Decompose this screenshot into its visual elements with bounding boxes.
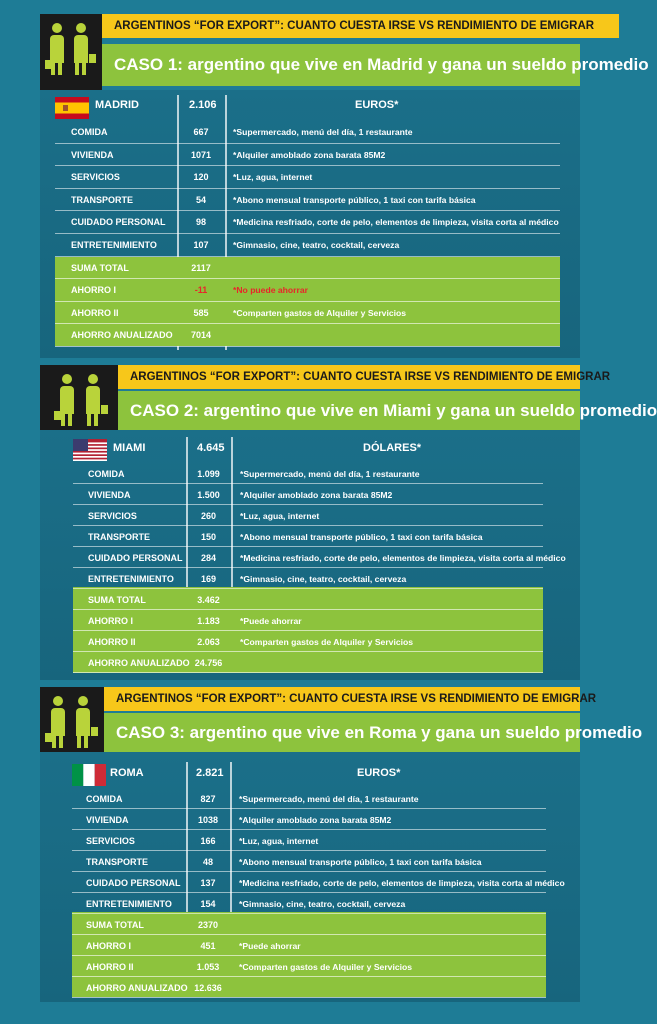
case3-headline: ARGENTINOS “FOR EXPORT”: CUANTO CUESTA IRSE VS RENDIMIENTO DE EMIGRAR (104, 687, 580, 711)
table-row (55, 144, 560, 166)
salary-value: 4.645 (197, 442, 225, 454)
table-row (73, 568, 543, 590)
row-value: 7014 (190, 330, 212, 341)
row-note: *Gimnasio, cine, teatro, cocktail, cerveza (240, 574, 407, 584)
travelers-icon (40, 14, 102, 90)
case1-title: CASO 1: argentino que vive en Madrid y gana un sueldo promedio (102, 44, 580, 86)
row-note: *Alquiler amoblado zona barata 85M2 (239, 815, 392, 825)
row-note: *Puede ahorrar (240, 616, 302, 626)
row-label: ENTRETENIMIENTO (86, 899, 172, 909)
row-value: 1.183 (197, 616, 220, 626)
row-label: SERVICIOS (86, 836, 135, 846)
row-note: *Gimnasio, cine, teatro, cocktail, cerveza (233, 240, 400, 250)
row-label: COMIDA (71, 127, 108, 137)
row-label: TRANSPORTE (88, 532, 151, 542)
row-label: AHORRO II (88, 637, 136, 647)
row-value: 2370 (197, 920, 219, 930)
table-row (72, 830, 546, 852)
table-row (72, 851, 546, 873)
row-note: *Abono mensual transporte público, 1 taxi con tarifa básica (233, 194, 476, 205)
row-value: 1.500 (197, 490, 220, 500)
table-row (73, 526, 543, 548)
row-note: *Alquiler amoblado zona barata 85M2 (240, 490, 393, 500)
table-row (73, 463, 543, 485)
row-label: COMIDA (88, 469, 125, 479)
row-value: 54 (195, 194, 206, 205)
row-value: 827 (200, 794, 216, 804)
row-label: VIVIENDA (86, 815, 129, 825)
row-label: AHORRO I (88, 616, 133, 626)
row-label: VIVIENDA (88, 490, 131, 500)
row-label: CUIDADO PERSONAL (86, 878, 181, 888)
row-note: *Abono mensual transporte público, 1 taxi con tarifa básica (240, 532, 483, 542)
case1-header (40, 14, 649, 90)
row-value: 1.053 (196, 962, 220, 972)
currency-label: EUROS* (357, 767, 401, 779)
row-label: SUMA TOTAL (71, 262, 129, 273)
table-row (55, 189, 560, 211)
summary-row (73, 652, 543, 674)
table-row (72, 809, 546, 831)
row-note: *Alquiler amoblado zona barata 85M2 (233, 149, 386, 160)
row-value: 1.099 (197, 469, 220, 479)
row-note: *Comparten gastos de Alquiler y Servicios (239, 962, 413, 972)
currency-label: DÓLARES* (363, 442, 422, 454)
row-value: 260 (200, 511, 217, 521)
summary-row (73, 589, 543, 611)
row-label: AHORRO I (71, 285, 116, 296)
row-value: 154 (200, 899, 216, 909)
row-label: CUIDADO PERSONAL (71, 217, 166, 228)
summary-row (73, 631, 543, 653)
row-value: -11 (194, 285, 208, 296)
row-label: AHORRO II (86, 962, 134, 972)
row-value: 169 (200, 574, 217, 584)
row-value: 2.063 (197, 637, 220, 647)
row-value: 166 (200, 836, 216, 846)
row-label: SERVICIOS (88, 511, 137, 521)
row-note: *Luz, agua, internet (233, 172, 313, 183)
case2-title: CASO 2: argentino que vive en Miami y gana un sueldo promedio (118, 391, 580, 431)
row-divider (55, 346, 560, 347)
table-row (55, 211, 560, 233)
row-value: 98 (195, 217, 206, 228)
spain-flag-icon (55, 97, 89, 119)
row-note: *Luz, agua, internet (239, 836, 319, 846)
italy-flag-icon (72, 764, 106, 786)
row-note: *Comparten gastos de Alquiler y Servicios (240, 637, 414, 647)
row-label: ENTRETENIMIENTO (71, 240, 157, 250)
city-name: ROMA (110, 767, 144, 779)
row-value: 137 (200, 878, 216, 888)
row-label: TRANSPORTE (71, 194, 134, 205)
row-label: COMIDA (86, 794, 123, 804)
row-label: SERVICIOS (71, 172, 120, 183)
row-value: 585 (193, 307, 209, 318)
currency-label: EUROS* (355, 99, 399, 111)
summary-row (72, 956, 546, 978)
table-row (55, 234, 560, 256)
usa-flag-icon (73, 439, 107, 461)
row-label: SUMA TOTAL (88, 595, 146, 605)
summary-row (55, 257, 560, 279)
summary-row (72, 977, 546, 999)
row-note: *Supermercado, menú del día, 1 restaurante (239, 794, 419, 804)
row-label: AHORRO ANUALIZADO (71, 330, 173, 341)
city-name: MIAMI (113, 442, 146, 454)
table-row (72, 788, 546, 810)
case3-title: CASO 3: argentino que vive en Roma y gana un sueldo promedio (104, 713, 580, 753)
summary-row (55, 324, 560, 346)
row-note: *Gimnasio, cine, teatro, cocktail, cerveza (239, 899, 406, 909)
row-label: CUIDADO PERSONAL (88, 553, 183, 563)
row-divider (72, 997, 546, 998)
row-note: *Abono mensual transporte público, 1 taxi con tarifa básica (239, 857, 482, 867)
row-note: *Supermercado, menú del día, 1 restaurante (240, 469, 420, 479)
row-value: 150 (200, 532, 217, 542)
row-value: 48 (202, 857, 213, 867)
table-row (73, 547, 566, 569)
row-label: AHORRO ANUALIZADO (88, 658, 190, 668)
row-note: *Medicina resfriado, corte de pelo, elementos de limpieza, visita corta al médico (233, 217, 559, 228)
row-label: AHORRO ANUALIZADO (86, 983, 188, 993)
summary-row (72, 914, 546, 936)
city-name: MADRID (95, 99, 139, 111)
table-row (73, 484, 543, 506)
table-row (73, 505, 543, 527)
row-value: 12.636 (194, 983, 222, 993)
row-value: 24.756 (194, 658, 223, 668)
row-value: 451 (200, 941, 216, 951)
summary-row (72, 935, 546, 957)
row-value: 120 (193, 172, 209, 183)
summary-row (55, 279, 560, 301)
summary-row (55, 302, 560, 324)
row-label: ENTRETENIMIENTO (88, 574, 174, 584)
table-row (55, 121, 560, 143)
row-divider (73, 672, 543, 673)
row-note: *Puede ahorrar (239, 941, 301, 951)
case2-headline: ARGENTINOS “FOR EXPORT”: CUANTO CUESTA IRSE VS RENDIMIENTO DE EMIGRAR (118, 365, 580, 389)
row-value: 3.462 (197, 595, 220, 605)
row-value: 1071 (190, 149, 212, 160)
row-value: 2117 (191, 262, 211, 273)
row-value: 1038 (197, 815, 219, 825)
row-value: 107 (193, 240, 209, 250)
row-value: 667 (193, 127, 209, 137)
row-note: *Comparten gastos de Alquiler y Servicios (233, 307, 407, 318)
table-row (72, 872, 565, 894)
row-note: *No puede ahorrar (233, 285, 308, 296)
row-note: *Medicina resfriado, corte de pelo, elementos de limpieza, visita corta al médico (240, 553, 566, 563)
case1-headline: ARGENTINOS “FOR EXPORT”: CUANTO CUESTA IRSE VS RENDIMIENTO DE EMIGRAR (102, 14, 619, 38)
row-note: *Medicina resfriado, corte de pelo, elementos de limpieza, visita corta al médico (239, 878, 565, 888)
row-label: TRANSPORTE (86, 857, 149, 867)
row-note: *Supermercado, menú del día, 1 restaurante (233, 127, 413, 137)
salary-value: 2.106 (189, 99, 217, 111)
row-label: SUMA TOTAL (86, 920, 144, 930)
row-label: VIVIENDA (71, 149, 114, 160)
summary-row (73, 610, 543, 632)
table-row (72, 893, 546, 915)
salary-value: 2.821 (196, 767, 224, 779)
row-label: AHORRO II (71, 307, 119, 318)
row-value: 284 (200, 553, 217, 563)
row-label: AHORRO I (86, 941, 131, 951)
table-row (55, 166, 560, 188)
row-note: *Luz, agua, internet (240, 511, 320, 521)
